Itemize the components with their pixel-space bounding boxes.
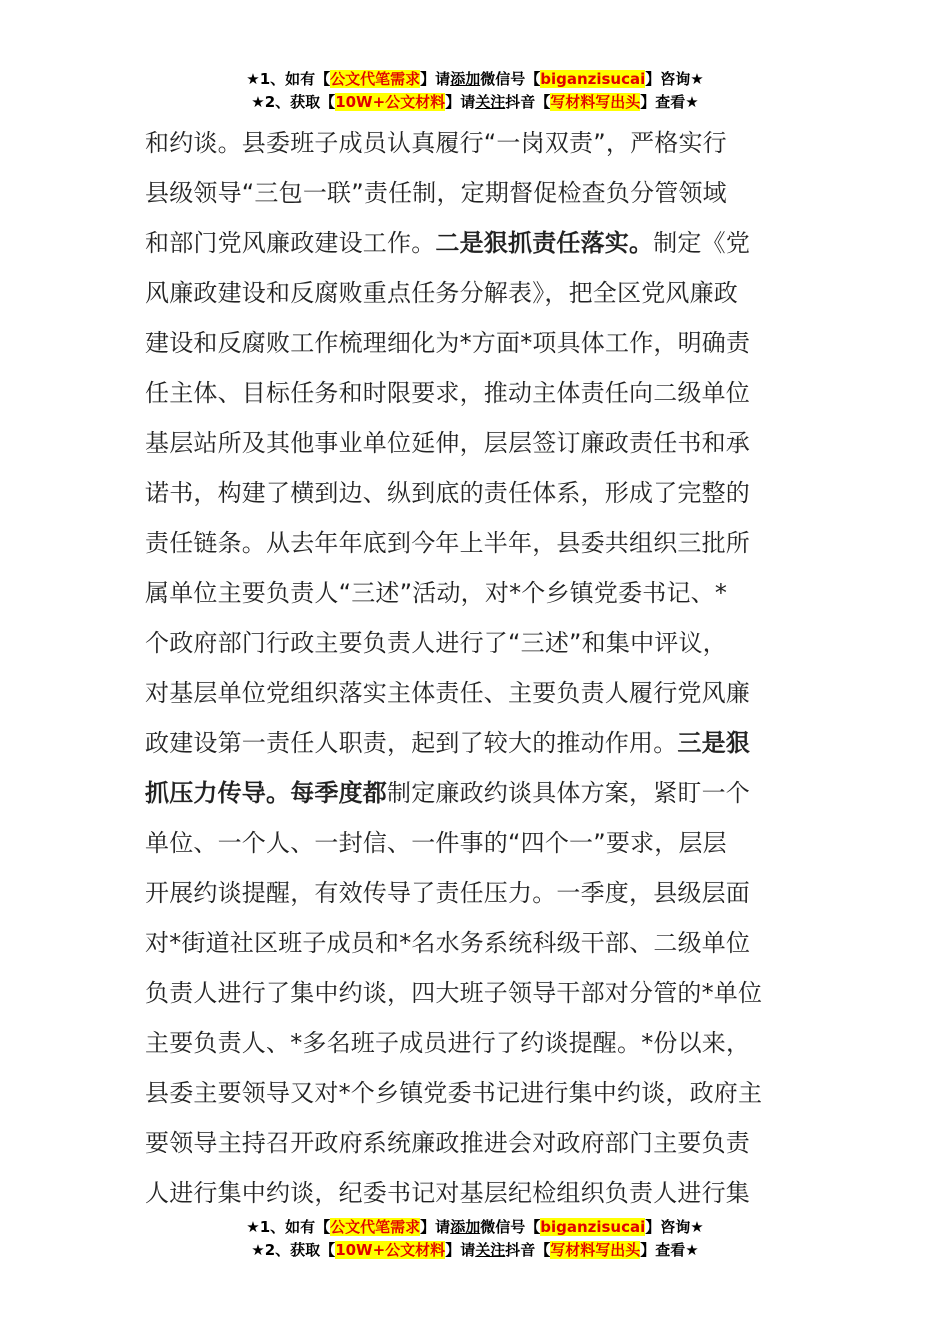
banner-highlight: 公文代笔需求: [330, 70, 421, 88]
paragraph-text: 风廉政建设和反腐败重点任务分解表》，把全区党风廉政: [145, 279, 738, 307]
text-line: [145, 168, 809, 218]
text-line: [145, 918, 809, 968]
text-line: [145, 718, 809, 768]
bold-heading-text: 二是狠抓责任落实。: [435, 229, 654, 257]
banner-text: 微信号【: [480, 1218, 541, 1236]
paragraph-text: 和部门党风廉政建设工作。: [145, 229, 436, 257]
text-line: [145, 768, 809, 818]
banner-underline: 添加: [450, 1218, 481, 1236]
banner-text: 】请: [445, 93, 476, 111]
header-banner: [0, 68, 950, 114]
text-line: [145, 268, 809, 318]
banner-highlight: 写材料写出头: [550, 1241, 641, 1259]
paragraph-text: 基层站所及其他事业单位延伸，层层签订廉政责任书和承: [145, 429, 750, 457]
banner-underline: 关注: [475, 93, 506, 111]
banner-highlight: 公文代笔需求: [330, 1218, 421, 1236]
banner-text: 微信号【: [480, 70, 541, 88]
banner-highlight: 写材料写出头: [550, 93, 641, 111]
banner-line-1: [0, 68, 950, 91]
paragraph-text: 负责人进行了集中约谈，四大班子领导干部对分管的*单位: [145, 979, 763, 1007]
banner-highlight: biganzisucai: [540, 70, 646, 88]
text-line: [145, 1168, 809, 1218]
paragraph-text: 对*街道社区班子成员和*名水务系统科级干部、二级单位: [145, 929, 751, 957]
banner-underline: 添加: [450, 70, 481, 88]
bold-heading-text: 抓压力传导。每季度都: [145, 779, 387, 807]
banner-text: 】请: [445, 1241, 476, 1259]
paragraph-text: 政建设第一责任人职责，起到了较大的推动作用。: [145, 729, 678, 757]
text-line: [145, 518, 809, 568]
banner-line-2: [0, 1239, 950, 1262]
banner-text: ★2、获取【: [251, 93, 336, 111]
text-line: [145, 868, 809, 918]
banner-line-1: [0, 1216, 950, 1239]
bold-heading-text: 三是狠: [677, 729, 751, 757]
text-line: [145, 118, 809, 168]
banner-text: 】请: [420, 1218, 451, 1236]
banner-text: 】请: [420, 70, 451, 88]
banner-highlight: 10W+公文材料: [335, 93, 446, 111]
text-line: [145, 618, 809, 668]
paragraph-text: 诺书，构建了横到边、纵到底的责任体系，形成了完整的: [145, 479, 750, 507]
text-line: [145, 418, 809, 468]
footer-banner: [0, 1216, 950, 1262]
banner-text: 】查看★: [640, 1241, 699, 1259]
paragraph-text: 县委主要领导又对*个乡镇党委书记进行集中约谈，政府主: [145, 1079, 763, 1107]
paragraph-text: 县级领导“三包一联”责任制，定期督促检查负分管领域: [145, 179, 727, 207]
banner-text: ★1、如有【: [246, 1218, 331, 1236]
paragraph-text: 主要负责人、*多名班子成员进行了约谈提醒。*份以来，: [145, 1029, 751, 1057]
paragraph-text: 制定廉政约谈具体方案，紧盯一个: [387, 779, 750, 807]
text-line: [145, 968, 809, 1018]
text-line: [145, 1118, 809, 1168]
text-line: [145, 468, 809, 518]
paragraph-text: 和约谈。县委班子成员认真履行“一岗双责”，严格实行: [145, 129, 727, 157]
text-line: [145, 818, 809, 868]
banner-line-2: [0, 91, 950, 114]
banner-text: 】咨询★: [645, 70, 704, 88]
paragraph-text: 人进行集中约谈，纪委书记对基层纪检组织负责人进行集: [145, 1179, 750, 1207]
banner-highlight: biganzisucai: [540, 1218, 646, 1236]
banner-text: 】查看★: [640, 93, 699, 111]
paragraph-text: 制定《党: [653, 229, 751, 257]
paragraph-text: 对基层单位党组织落实主体责任、主要负责人履行党风廉: [145, 679, 750, 707]
text-line: [145, 668, 809, 718]
banner-underline: 关注: [475, 1241, 506, 1259]
banner-text: ★1、如有【: [246, 70, 331, 88]
banner-text: ★2、获取【: [251, 1241, 336, 1259]
paragraph-text: 要领导主持召开政府系统廉政推进会对政府部门主要负责: [145, 1129, 750, 1157]
banner-text: 】咨询★: [645, 1218, 704, 1236]
text-line: [145, 1018, 809, 1068]
banner-text: 抖音【: [505, 1241, 551, 1259]
document-body: [145, 118, 809, 1218]
paragraph-text: 属单位主要负责人“三述”活动，对*个乡镇党委书记、*: [145, 579, 728, 607]
paragraph-text: 任主体、目标任务和时限要求，推动主体责任向二级单位: [145, 379, 750, 407]
text-line: [145, 218, 809, 268]
text-line: [145, 568, 809, 618]
paragraph-text: 个政府部门行政主要负责人进行了“三述”和集中评议，: [145, 629, 727, 657]
paragraph-text: 单位、一个人、一封信、一件事的“四个一”要求，层层: [145, 829, 727, 857]
banner-highlight: 10W+公文材料: [335, 1241, 446, 1259]
text-line: [145, 1068, 809, 1118]
paragraph-text: 开展约谈提醒，有效传导了责任压力。一季度，县级层面: [145, 879, 750, 907]
paragraph-text: 责任链条。从去年年底到今年上半年，县委共组织三批所: [145, 529, 750, 557]
text-line: [145, 368, 809, 418]
paragraph-text: 建设和反腐败工作梳理细化为*方面*项具体工作，明确责: [145, 329, 751, 357]
text-line: [145, 318, 809, 368]
banner-text: 抖音【: [505, 93, 551, 111]
